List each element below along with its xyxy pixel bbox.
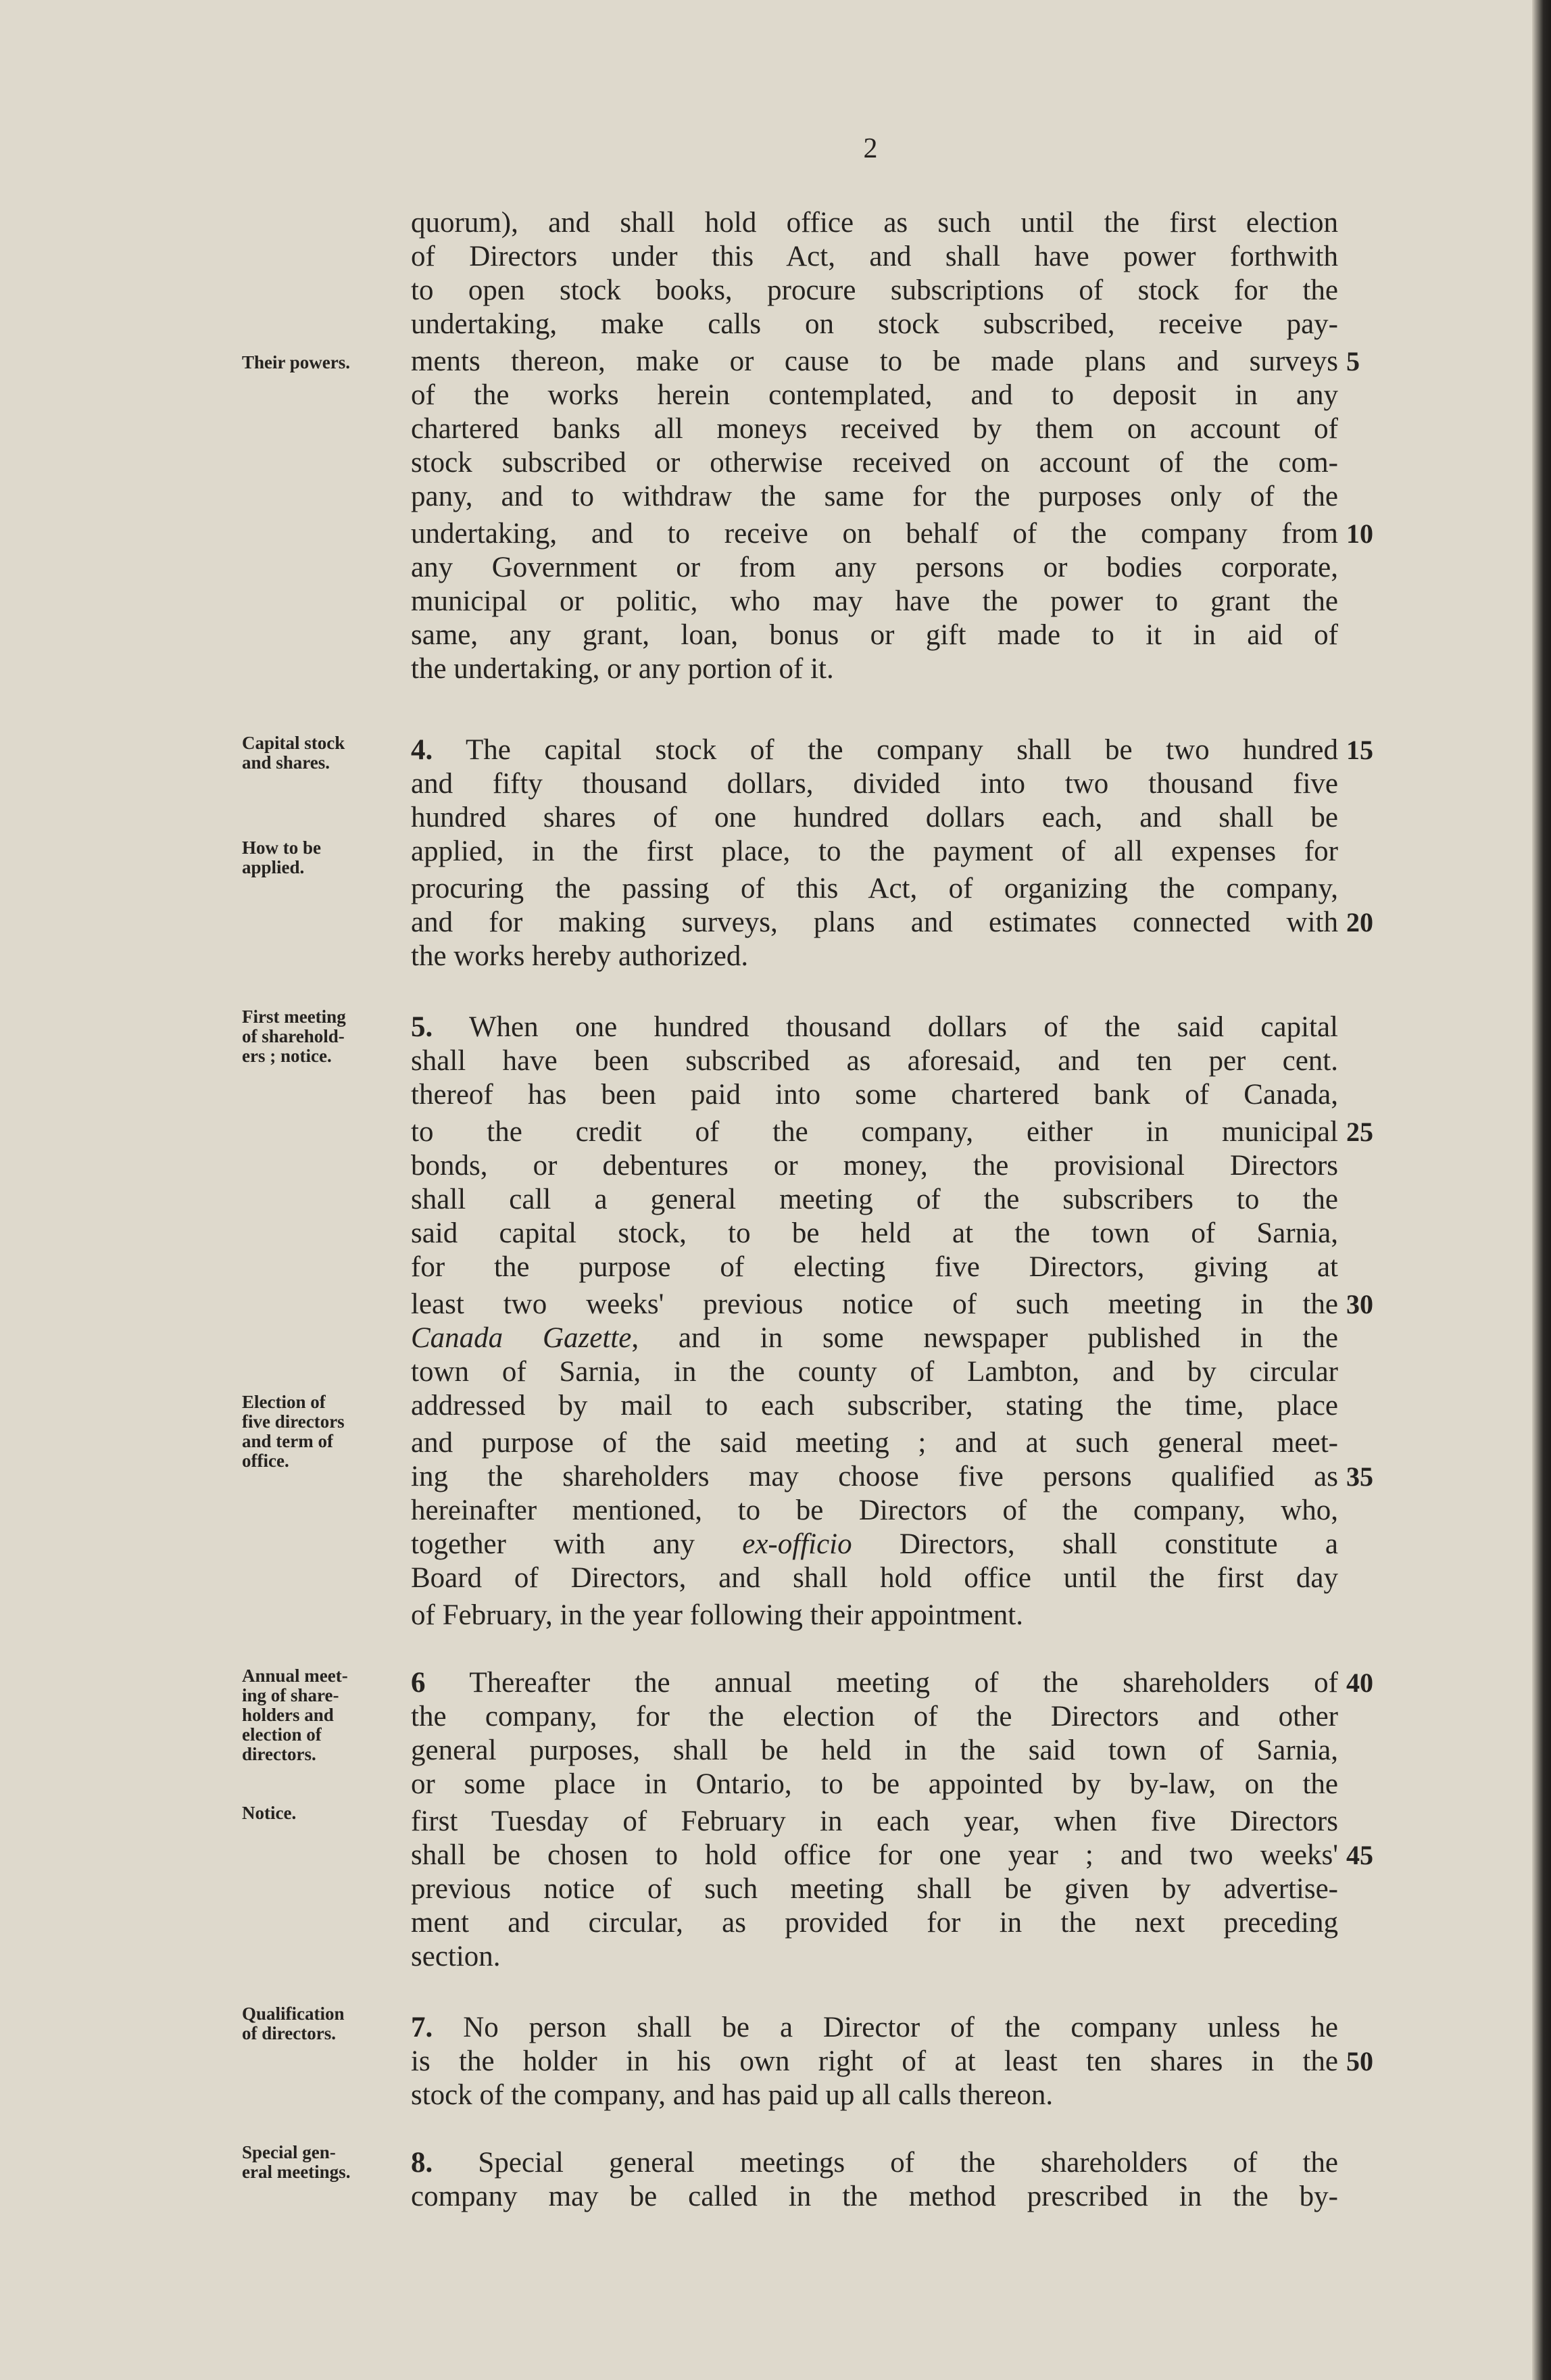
line-text: chartered banks all moneys received by them on account of: [411, 413, 1338, 445]
line-text: hereinafter mentioned, to be Directors of the company, who,: [411, 1495, 1338, 1526]
margin-note-line: Special gen-: [242, 2142, 336, 2162]
section-number: 8.: [411, 2147, 433, 2179]
page-edge: [1532, 0, 1551, 2380]
line-text: together with any: [411, 1528, 743, 1560]
margin-note-line: Notice.: [242, 1803, 297, 1823]
margin-note-line: directors.: [242, 1744, 316, 1764]
section-number: 7.: [411, 2012, 433, 2043]
margin-note-line: ers ; notice.: [242, 1046, 332, 1066]
text-line: [411, 1011, 1338, 1044]
text-line: [411, 1355, 1338, 1389]
text-line: [411, 618, 1338, 652]
line-number: 10: [1346, 518, 1373, 549]
line-text: Thereafter the annual meeting of the shareholders of: [425, 1667, 1338, 1699]
text-line: [411, 308, 1338, 341]
text-line: [411, 1768, 1338, 1801]
text-line: [411, 345, 1338, 379]
line-text: procuring the passing of this Act, of organizing the company,: [411, 873, 1338, 904]
line-text: section.: [411, 1941, 501, 1972]
margin-note-line: Their powers.: [242, 352, 350, 372]
text-line: [411, 1250, 1338, 1284]
line-text: and purpose of the said meeting ; and at such general meet-: [411, 1427, 1338, 1459]
text-line: [411, 2079, 1338, 2112]
text-line: [411, 480, 1338, 514]
line-text: is the holder in his own right of at least ten shares in the: [411, 2045, 1338, 2077]
line-text: of February, in the year following their appointment.: [411, 1599, 1023, 1631]
margin-note-line: five directors: [242, 1411, 345, 1432]
text-line: [411, 1217, 1338, 1250]
margin-note-line: of sharehold-: [242, 1026, 345, 1046]
line-text: stock of the company, and has paid up all calls thereon.: [411, 2079, 1054, 2111]
text-line: [411, 1839, 1338, 1872]
line-text: shall call a general meeting of the subscribers to the: [411, 1184, 1338, 1215]
page-number: 2: [863, 133, 878, 164]
margin-note-line: First meeting: [242, 1006, 346, 1027]
line-text: bonds, or debentures or money, the provisional Directors: [411, 1150, 1338, 1182]
line-text: and for making surveys, plans and estimates connected with: [411, 906, 1338, 938]
text-line: [411, 274, 1338, 308]
text-line: [411, 446, 1338, 480]
margin-note-line: applied.: [242, 857, 305, 877]
text-line: [411, 1872, 1338, 1906]
line-number: 15: [1346, 735, 1373, 765]
section-number: 4.: [411, 734, 433, 766]
text-line: [411, 240, 1338, 274]
text-line: [411, 1734, 1338, 1768]
margin-note-line: and shares.: [242, 752, 330, 773]
margin-note: [242, 1803, 404, 1823]
line-text: ment and circular, as provided for in the next preceding: [411, 1907, 1338, 1939]
line-text: town of Sarnia, in the county of Lambton, and by circular: [411, 1356, 1338, 1388]
line-text: , and in some newspaper published in the: [631, 1322, 1338, 1354]
text-line: [411, 1044, 1338, 1078]
text-line: [411, 1321, 1338, 1355]
line-text: first Tuesday of February in each year, when five Directors: [411, 1805, 1338, 1837]
text-line: [411, 835, 1338, 869]
margin-note-line: election of: [242, 1724, 322, 1745]
line-text: and fifty thousand dollars, divided into two thousand five: [411, 768, 1338, 800]
margin-note-line: ing of share-: [242, 1685, 339, 1705]
line-text: addressed by mail to each subscriber, stating the time, place: [411, 1390, 1338, 1422]
line-text: thereof has been paid into some chartered bank of Canada,: [411, 1079, 1338, 1111]
text-line: [411, 2180, 1338, 2214]
line-number: 40: [1346, 1668, 1373, 1698]
line-text: The capital stock of the company shall be two hundred: [433, 734, 1338, 766]
margin-note-line: office.: [242, 1451, 289, 1471]
text-line: [411, 652, 1338, 686]
text-line: [411, 1389, 1338, 1423]
text-line: [411, 1288, 1338, 1321]
line-text: the works hereby authorized.: [411, 940, 749, 972]
text-line: [411, 1666, 1338, 1700]
line-text: said capital stock, to be held at the town of Sarnia,: [411, 1217, 1338, 1249]
text-line: [411, 2146, 1338, 2180]
margin-note-line: Election of: [242, 1392, 326, 1412]
text-line: [411, 1460, 1338, 1494]
text-line: [411, 1528, 1338, 1561]
text-line: [411, 1426, 1338, 1460]
line-text: ing the shareholders may choose five persons qualified as: [411, 1461, 1338, 1492]
text-line: [411, 551, 1338, 585]
text-line: [411, 733, 1338, 767]
margin-note: [242, 1666, 404, 1764]
section-number: 6: [411, 1667, 426, 1699]
line-text: previous notice of such meeting shall be given by advertise-: [411, 1873, 1338, 1905]
margin-note: [242, 2143, 404, 2182]
text-line: [411, 206, 1338, 240]
text-line: [411, 585, 1338, 618]
line-text: Special general meetings of the shareholders of the: [433, 2147, 1338, 2179]
line-text: company may be called in the method prescribed in the by-: [411, 2181, 1338, 2212]
text-line: [411, 2045, 1338, 2079]
line-text: any Government or from any persons or bodies corporate,: [411, 552, 1338, 583]
line-text: undertaking, make calls on stock subscribed, receive pay-: [411, 308, 1338, 340]
margin-note: [242, 1007, 404, 1066]
line-number: 20: [1346, 907, 1373, 938]
text-line: [411, 767, 1338, 801]
text-line: [411, 1700, 1338, 1734]
line-text: quorum), and shall hold office as such until the first election: [411, 207, 1338, 239]
line-text: hundred shares of one hundred dollars each, and shall be: [411, 802, 1338, 833]
margin-note-line: Qualification: [242, 2003, 345, 2024]
text-line: [411, 1494, 1338, 1528]
line-text: When one hundred thousand dollars of the said capital: [433, 1011, 1338, 1043]
margin-note-line: and term of: [242, 1431, 333, 1451]
margin-note: [242, 838, 404, 877]
line-number: 35: [1346, 1461, 1373, 1492]
italic-text: ex-officio: [742, 1528, 852, 1560]
line-text: the undertaking, or any portion of it.: [411, 653, 834, 685]
line-text: shall be chosen to hold office for one year ; and two weeks': [411, 1839, 1338, 1871]
line-text: least two weeks' previous notice of such meeting in the: [411, 1288, 1338, 1320]
text-line: [411, 412, 1338, 446]
line-number: 30: [1346, 1289, 1373, 1319]
line-number: 5: [1346, 346, 1360, 377]
margin-note: [242, 733, 404, 773]
line-text: to the credit of the company, either in municipal: [411, 1116, 1338, 1148]
text-line: [411, 1149, 1338, 1183]
margin-note: [242, 353, 404, 372]
margin-note-line: Capital stock: [242, 733, 345, 753]
line-text: same, any grant, loan, bonus or gift made to it in aid of: [411, 619, 1338, 651]
text-line: [411, 906, 1338, 940]
section-number: 5.: [411, 1011, 433, 1043]
line-number: 50: [1346, 2046, 1373, 2077]
line-text: stock subscribed or otherwise received on account of the com-: [411, 447, 1338, 479]
text-line: [411, 872, 1338, 906]
line-text: the company, for the election of the Directors and other: [411, 1701, 1338, 1732]
margin-note-line: of directors.: [242, 2023, 336, 2043]
margin-note: [242, 2004, 404, 2043]
margin-note: [242, 1392, 404, 1471]
text-line: [411, 801, 1338, 835]
line-text: ments thereon, make or cause to be made plans and surveys: [411, 345, 1338, 377]
line-text: applied, in the first place, to the payment of all expenses for: [411, 835, 1338, 867]
line-number: 25: [1346, 1117, 1373, 1147]
margin-note-line: holders and: [242, 1705, 334, 1725]
text-line: [411, 1940, 1338, 1974]
line-text: Directors, shall constitute a: [852, 1528, 1338, 1560]
text-line: [411, 1183, 1338, 1217]
text-line: [411, 1561, 1338, 1595]
line-text: No person shall be a Director of the company unless he: [433, 2012, 1338, 2043]
italic-text: Canada Gazette: [411, 1322, 632, 1354]
margin-note-line: How to be: [242, 837, 321, 858]
line-number: 45: [1346, 1840, 1373, 1870]
margin-note-line: Annual meet-: [242, 1666, 348, 1686]
text-line: [411, 940, 1338, 973]
line-text: of Directors under this Act, and shall have power forthwith: [411, 241, 1338, 272]
text-line: [411, 517, 1338, 551]
text-line: [411, 1599, 1338, 1632]
line-text: to open stock books, procure subscriptions of stock for the: [411, 274, 1338, 306]
line-text: Board of Directors, and shall hold office until the first day: [411, 1562, 1338, 1594]
line-text: shall have been subscribed as aforesaid, and ten per cent.: [411, 1045, 1338, 1077]
line-text: municipal or politic, who may have the power to grant the: [411, 585, 1338, 617]
line-text: undertaking, and to receive on behalf of the company from: [411, 518, 1338, 550]
line-text: for the purpose of electing five Directors, giving at: [411, 1251, 1338, 1283]
line-text: or some place in Ontario, to be appointed by by-law, on the: [411, 1768, 1338, 1800]
line-text: pany, and to withdraw the same for the purposes only of the: [411, 481, 1338, 512]
line-text: of the works herein contemplated, and to deposit in any: [411, 379, 1338, 411]
text-line: [411, 1906, 1338, 1940]
text-line: [411, 1805, 1338, 1839]
text-line: [411, 1078, 1338, 1112]
text-line: [411, 2011, 1338, 2045]
margin-note-line: eral meetings.: [242, 2162, 351, 2182]
text-line: [411, 379, 1338, 412]
text-line: [411, 1115, 1338, 1149]
line-text: general purposes, shall be held in the said town of Sarnia,: [411, 1734, 1338, 1766]
